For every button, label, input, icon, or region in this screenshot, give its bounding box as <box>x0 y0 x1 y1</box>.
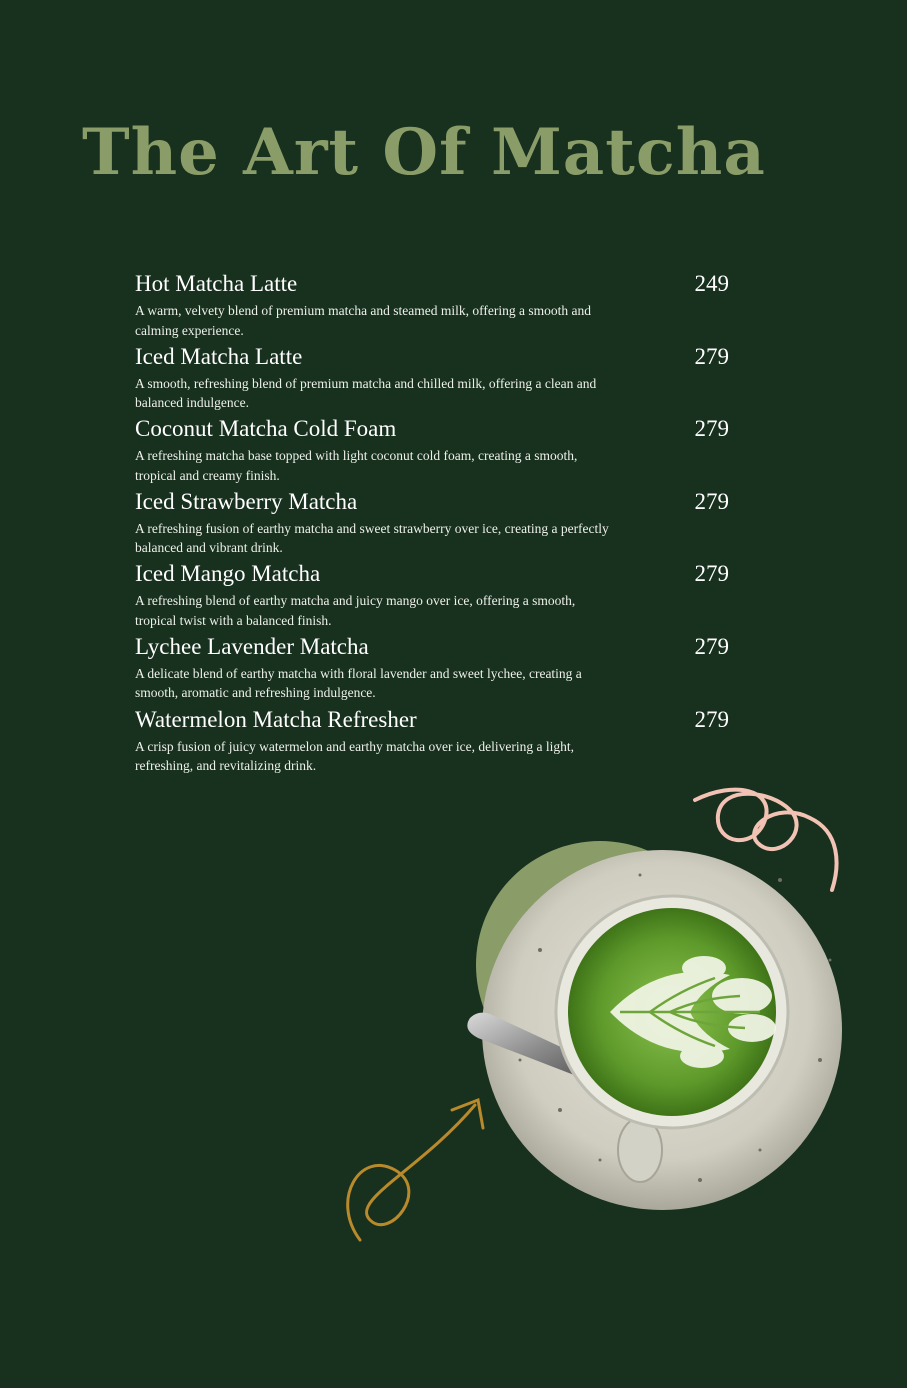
item-description: A warm, velvety blend of premium matcha and steamed milk, offering a smooth and calming experience. <box>135 303 592 338</box>
item-price: 279 <box>694 706 729 732</box>
item-price: 249 <box>694 271 729 296</box>
item-name: Lychee Lavender Matcha <box>135 633 369 659</box>
item-name: Iced Mango Matcha <box>135 561 321 587</box>
item-name: Iced Matcha Latte <box>135 343 303 369</box>
item-description: A smooth, refreshing blend of premium matcha and chilled milk, offering a clean and balanced indulgence. <box>135 375 597 411</box>
item-name: Hot Matcha Latte <box>135 271 298 296</box>
item-price: 279 <box>694 561 729 587</box>
item-description: A refreshing fusion of earthy matcha and sweet strawberry over ice, creating a perfectly balanced and vibrant drink. <box>135 520 609 556</box>
item-name: Watermelon Matcha Refresher <box>135 706 417 732</box>
item-price: 279 <box>694 416 729 442</box>
item-price: 279 <box>694 633 729 659</box>
item-description: A refreshing matcha base topped with light coconut cold foam, creating a smooth, tropical and creamy finish. <box>135 448 578 483</box>
item-description: A refreshing blend of earthy matcha and juicy mango over ice, offering a smooth, tropical twist with a balanced finish. <box>135 593 576 628</box>
gold-arrow-icon <box>348 1100 483 1240</box>
item-name: Coconut Matcha Cold Foam <box>135 416 397 442</box>
item-name: Iced Strawberry Matcha <box>135 488 358 514</box>
page-title: The Art Of Matcha <box>82 115 766 190</box>
item-price: 279 <box>694 488 729 514</box>
item-description: A delicate blend of earthy matcha with floral lavender and sweet lychee, creating a smooth, aromatic and refreshing indulgence. <box>135 665 582 701</box>
item-price: 279 <box>694 343 729 369</box>
item-description: A crisp fusion of juicy watermelon and earthy matcha over ice, delivering a light, refreshing, and revitalizing drink. <box>135 738 574 774</box>
